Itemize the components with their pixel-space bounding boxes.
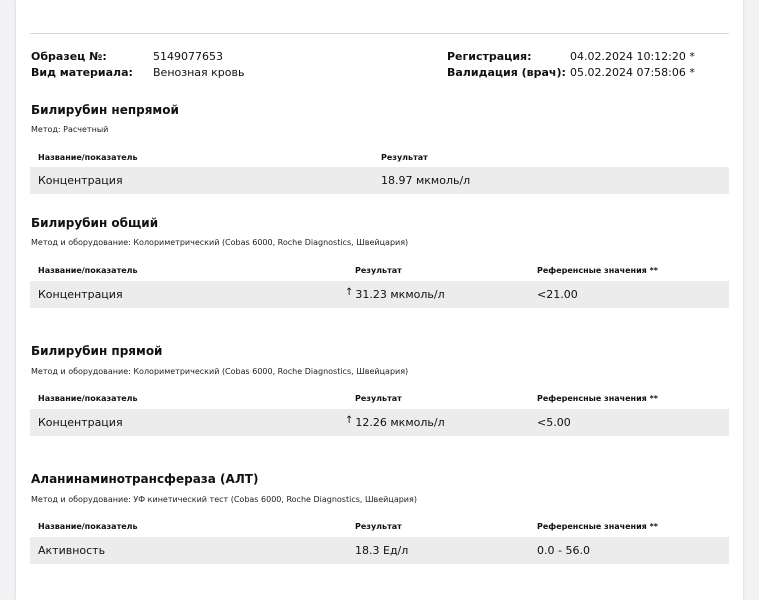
validation-label: Валидация (врач): <box>447 66 566 79</box>
parameter-name: Концентрация <box>38 416 123 429</box>
column-header-name: Название/показатель <box>38 153 138 162</box>
registration-label: Регистрация: <box>447 50 532 63</box>
validation-value: 05.02.2024 07:58:06 * <box>570 66 695 79</box>
column-header-result: Результат <box>381 153 428 162</box>
method-text: Метод и оборудование: Колориметрический (Cobas 6000, Roche Diagnostics, Швейцария) <box>31 238 409 247</box>
result-value: 12.26 мкмоль/л <box>355 416 445 429</box>
method-text: Метод и оборудование: УФ кинетический тест (Cobas 6000, Roche Diagnostics, Швейцария) <box>31 495 417 504</box>
column-header-reference: Референсные значения ** <box>537 394 658 403</box>
table-row <box>30 281 729 308</box>
high-flag-arrow-icon: ↑ <box>345 415 354 426</box>
registration-value: 04.02.2024 10:12:20 * <box>570 50 695 63</box>
method-text: Метод: Расчетный <box>31 125 109 134</box>
result-cell <box>345 281 445 309</box>
reference-value: <21.00 <box>537 288 578 301</box>
parameter-name: Активность <box>38 544 106 557</box>
column-header-name: Название/показатель <box>38 522 138 531</box>
section-title: Билирубин общий <box>31 216 159 230</box>
result-value: 31.23 мкмоль/л <box>355 288 445 301</box>
table-row <box>30 409 729 436</box>
column-header-result: Результат <box>355 522 402 531</box>
method-text: Метод и оборудование: Колориметрический (Cobas 6000, Roche Diagnostics, Швейцария) <box>31 367 409 376</box>
section-title: Аланинаминотрансфераза (АЛТ) <box>31 472 259 486</box>
column-header-name: Название/показатель <box>38 266 138 275</box>
sample-number-value: 5149077653 <box>153 50 223 63</box>
divider <box>30 33 729 34</box>
reference-value: 0.0 - 56.0 <box>537 544 590 557</box>
reference-value: <5.00 <box>537 416 571 429</box>
material-type-label: Вид материала: <box>31 66 133 79</box>
column-header-result: Результат <box>355 394 402 403</box>
parameter-name: Концентрация <box>38 288 123 301</box>
result-value: 18.3 Ед/л <box>355 544 409 557</box>
section-title: Билирубин прямой <box>31 344 163 358</box>
table-row <box>30 537 729 564</box>
report-page <box>16 0 743 600</box>
column-header-name: Название/показатель <box>38 394 138 403</box>
table-row <box>30 167 729 194</box>
column-header-reference: Референсные значения ** <box>537 522 658 531</box>
result-value: 18.97 мкмоль/л <box>381 174 471 187</box>
material-type-value: Венозная кровь <box>153 66 245 79</box>
section-title: Билирубин непрямой <box>31 103 179 117</box>
high-flag-arrow-icon: ↑ <box>345 287 354 298</box>
column-header-reference: Референсные значения ** <box>537 266 658 275</box>
result-cell <box>345 409 445 437</box>
column-header-result: Результат <box>355 266 402 275</box>
parameter-name: Концентрация <box>38 174 123 187</box>
sample-number-label: Образец №: <box>31 50 107 63</box>
